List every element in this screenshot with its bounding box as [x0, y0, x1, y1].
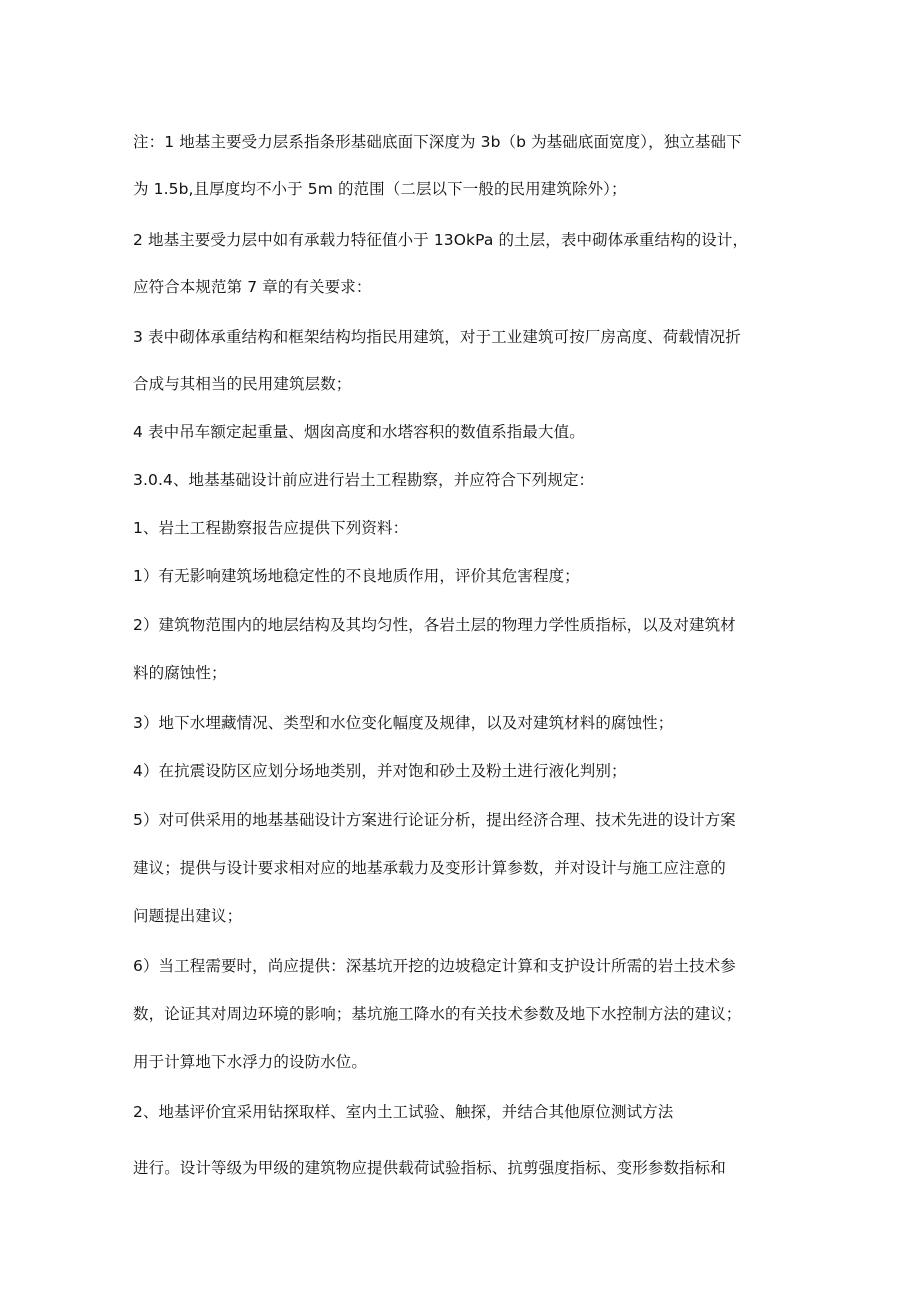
text-line: 注：1 地基主要受力层系指条形基础底面下深度为 3b（b 为基础底面宽度），独立基础下 — [133, 133, 742, 151]
text-line: 建议；提供与设计要求相对应的地基承载力及变形计算参数，并对设计与施工应注意的 — [133, 859, 726, 877]
text-line: 4 表中吊车额定起重量、烟囱高度和水塔容积的数值系指最大值。 — [133, 423, 585, 441]
text-line: 问题提出建议； — [133, 907, 243, 925]
text-line: 5）对可供采用的地基基础设计方案进行论证分析，提出经济合理、技术先进的设计方案 — [133, 811, 736, 829]
text-line: 应符合本规范第 7 章的有关要求： — [133, 278, 372, 296]
text-line: 2 地基主要受力层中如有承载力特征值小于 13OkPa 的土层，表中砌体承重结构的设计， — [133, 231, 749, 249]
text-line: 2）建筑物范围内的地层结构及其均匀性，各岩土层的物理力学性质指标，以及对建筑材 — [133, 616, 736, 634]
text-line: 合成与其相当的民用建筑层数； — [133, 375, 352, 393]
text-line: 进行。设计等级为甲级的建筑物应提供载荷试验指标、抗剪强度指标、变形参数指标和 — [133, 1159, 726, 1177]
text-line: 料的腐蚀性； — [133, 664, 227, 682]
text-line: 数，论证其对周边环境的影响；基坑施工降水的有关技术参数及地下水控制方法的建议； — [133, 1005, 742, 1023]
text-line: 6）当工程需要时，尚应提供：深基坑开挖的边坡稳定计算和支护设计所需的岩土技术参 — [133, 957, 736, 975]
text-line: 用于计算地下水浮力的设防水位。 — [133, 1053, 368, 1071]
text-line: 3）地下水埋藏情况、类型和水位变化幅度及规律，以及对建筑材料的腐蚀性； — [133, 714, 674, 732]
text-line: 3 表中砌体承重结构和框架结构均指民用建筑，对于工业建筑可按厂房高度、荷载情况折 — [133, 328, 741, 346]
text-line: 为 1.5b,且厚度均不小于 5m 的范围（二层以下一般的民用建筑除外）； — [133, 180, 627, 198]
text-line: 1、岩土工程勘察报告应提供下列资料： — [133, 519, 409, 537]
text-line: 2、地基评价宜采用钻探取样、室内土工试验、触探，并结合其他原位测试方法 — [133, 1103, 674, 1121]
text-line: 3.0.4、地基基础设计前应进行岩土工程勘察，并应符合下列规定： — [133, 471, 595, 489]
text-line: 1）有无影响建筑场地稳定性的不良地质作用，评价其危害程度； — [133, 567, 580, 585]
text-line: 4）在抗震设防区应划分场地类别，并对饱和砂土及粉土进行液化判别； — [133, 762, 627, 780]
